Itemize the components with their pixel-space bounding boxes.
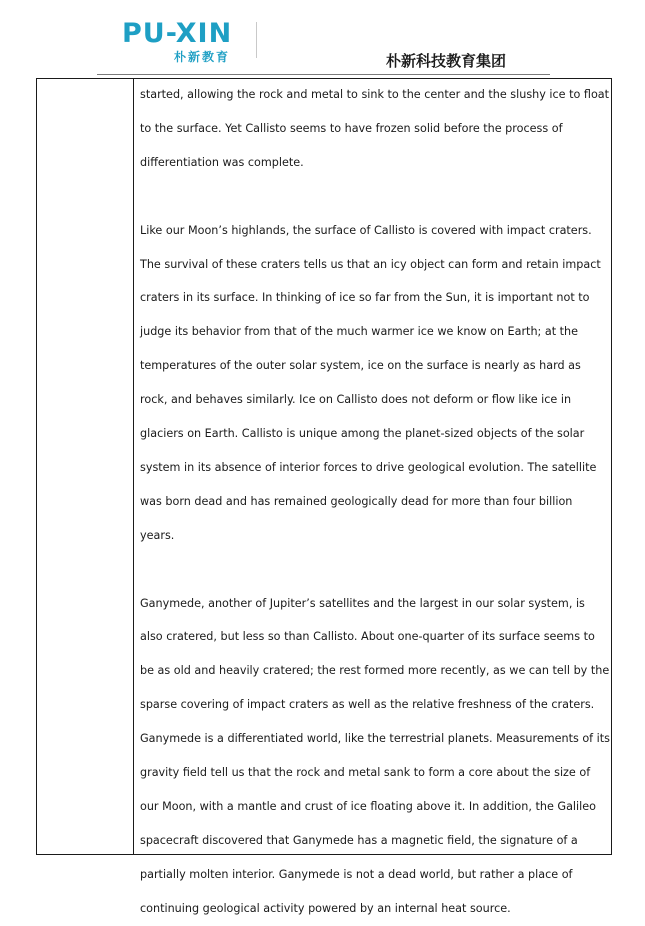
header-rule [97, 74, 550, 75]
logo-wordmark: PU-XIN [122, 18, 233, 49]
company-name: 朴新科技教育集团 [386, 52, 507, 70]
paragraph-gap [140, 180, 610, 214]
passage-body [140, 78, 610, 926]
table-column-divider [133, 78, 134, 855]
logo-divider [256, 22, 257, 58]
paragraph-3: Ganymede, another of Jupiter’s satellites and the largest in our solar system, is also cratered, but less so than Callisto. About one-quarter of its surface seems to be as old and heavily cratered; the rest formed more recently, as we can tell by the sparse covering of impact craters as well as the relative freshness of the craters. Ganymede is a differentiated world, like the terrestrial planets. Measurements of its gravity field tell us that the rock and metal sank to form a core about the size of our Moon, with a mantle and crust of ice floating above it. In addition, the Galileo spacecraft discovered that Ganymede has a magnetic field, the signature of a partially molten interior. Ganymede is not a dead world, but rather a place of continuing geological activity powered by an internal heat source. [140, 596, 611, 915]
logo-chinese-name: 朴新教育 [174, 50, 231, 64]
paragraph-gap [140, 553, 610, 587]
paragraph-1: started, allowing the rock and metal to sink to the center and the slushy ice to float to the surface. Yet Callisto seems to have frozen solid before the process of differentiation was complete. [140, 88, 610, 169]
puxin-logo [122, 20, 232, 65]
paragraph-2: Like our Moon’s highlands, the surface of Callisto is covered with impact craters. The survival of these craters tells us that an icy object can form and retain impact craters in its surface. In thinking of ice so far from the Sun, it is important not to judge its behavior from that of the much warmer ice we know on Earth; at the temperatures of the outer solar system, ice on the surface is nearly as hard as rock, and behaves similarly. Ice on Callisto does not deform or flow like ice in glaciers on Earth. Callisto is unique among the planet-sized objects of the solar system in its absence of interior forces to drive geological evolution. The satellite was born dead and has remained geologically dead for more than four billion years. [140, 223, 601, 542]
